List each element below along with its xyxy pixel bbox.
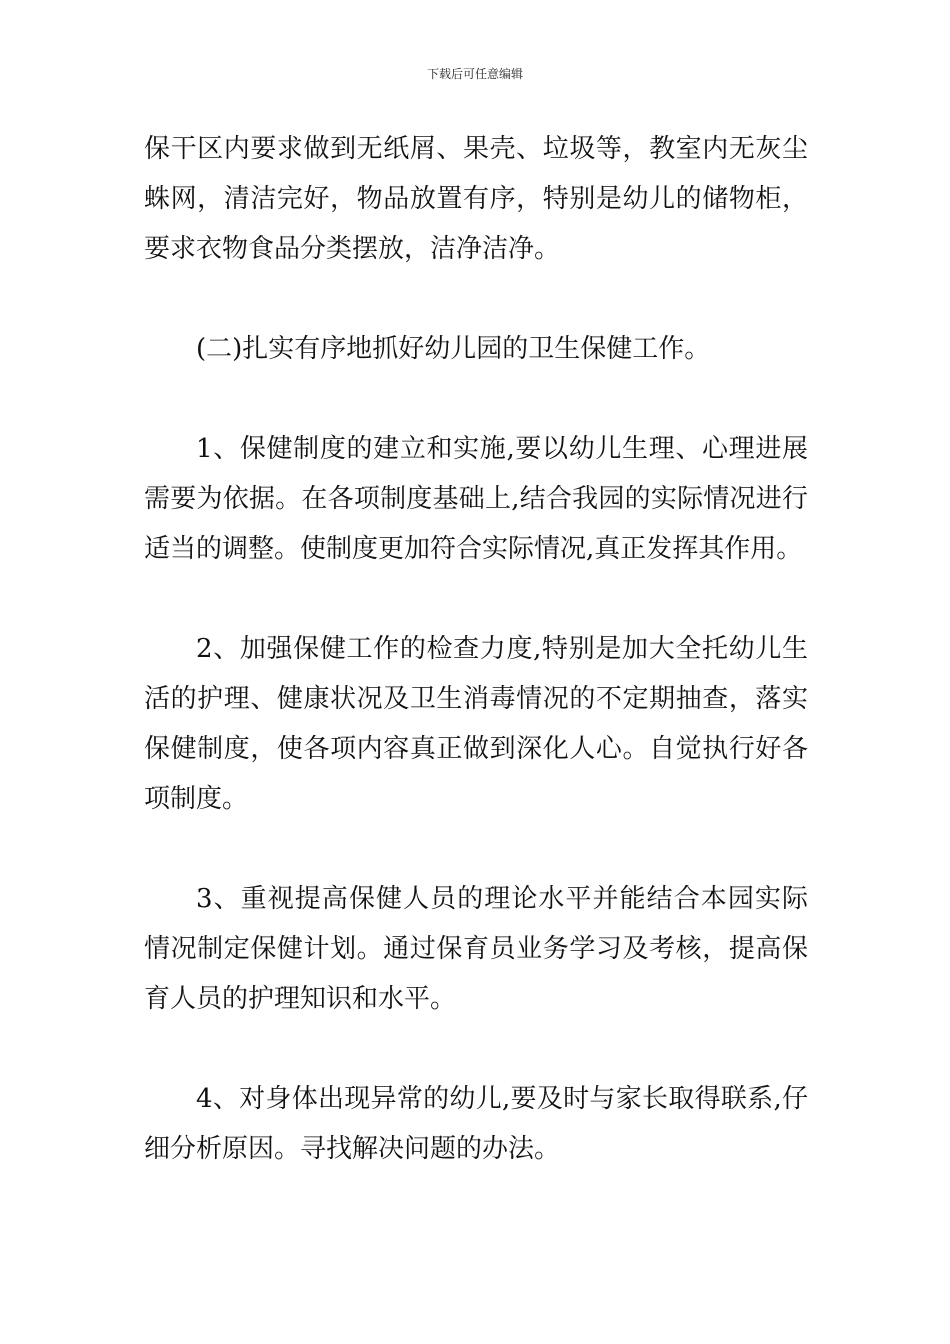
paragraph-item-4: 4、对身体出现异常的幼儿,要及时与家长取得联系,仔细分析原因。寻找解决问题的办法。 <box>144 1084 808 1164</box>
paragraph-item-2: 2、加强保健工作的检查力度,特别是加大全托幼儿生活的护理、健康状况及卫生消毒情况的不定期抽查，落实保健制度，使各项内容真正做到深化人心。自觉执行好各项制度。 <box>144 634 808 814</box>
paragraph-item-3: 3、重视提高保健人员的理论水平并能结合本园实际情况制定保健计划。通过保育员业务学习及考核，提高保育人员的护理知识和水平。 <box>144 884 808 1014</box>
page-header-note: 下载后可任意编辑 <box>426 67 523 81</box>
section-heading-health-care: (二)扎实有序地抓好幼儿园的卫生保健工作。 <box>196 334 711 364</box>
document-body <box>144 124 808 1174</box>
paragraph-cleanliness: 保干区内要求做到无纸屑、果壳、垃圾等，教室内无灰尘蛛网，清洁完好，物品放置有序，特别是幼儿的储物柜，要求衣物食品分类摆放，洁净洁净。 <box>144 134 808 264</box>
paragraph-item-1: 1、保健制度的建立和实施,要以幼儿生理、心理进展需要为依据。在各项制度基础上,结合我园的实际情况进行适当的调整。使制度更加符合实际情况,真正发挥其作用。 <box>144 434 808 564</box>
